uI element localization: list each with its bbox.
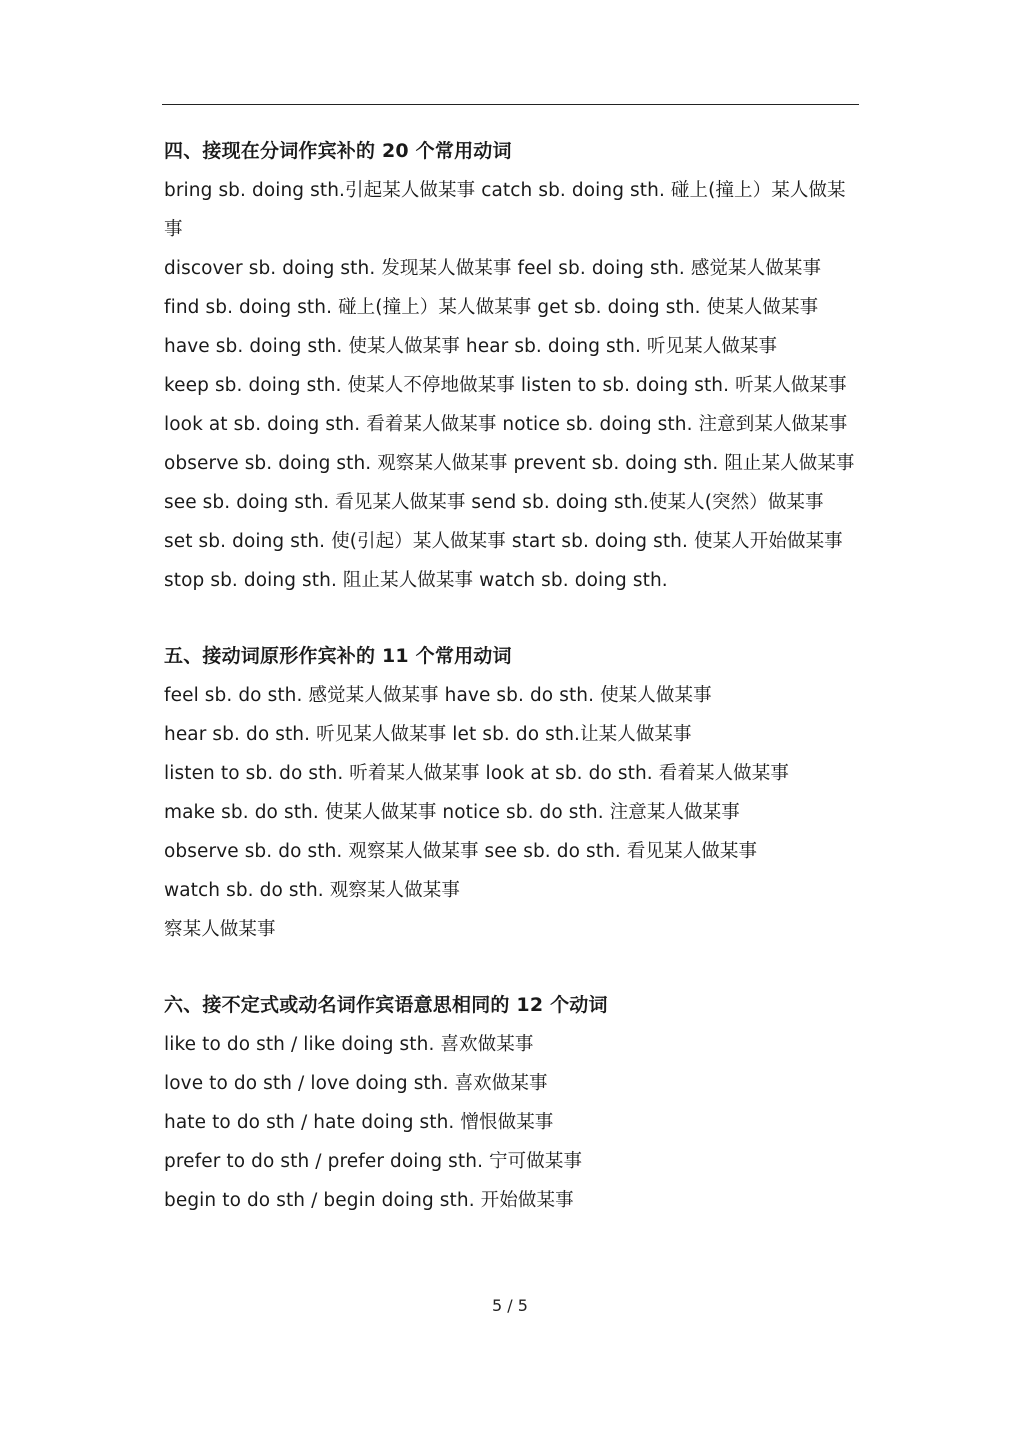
text-line: see sb. doing sth. 看见某人做某事 send sb. doing sth.使某人(突然）做某事 xyxy=(164,492,824,513)
text-line: make sb. do sth. 使某人做某事 notice sb. do sth. 注意某人做某事 xyxy=(164,802,740,823)
text-line: watch sb. do sth. 观察某人做某事 xyxy=(164,880,460,901)
text-line: hate to do sth / hate doing sth. 憎恨做某事 xyxy=(164,1112,554,1133)
text-line: love to do sth / love doing sth. 喜欢做某事 xyxy=(164,1073,548,1094)
page-number: 5 / 5 xyxy=(492,1296,528,1315)
section-infinitive-or-gerund xyxy=(164,986,864,1220)
text-line: find sb. doing sth. 碰上(撞上）某人做某事 get sb. doing sth. 使某人做某事 xyxy=(164,297,819,318)
text-line: observe sb. doing sth. 观察某人做某事 prevent sb. doing sth. 阻止某人做某事 xyxy=(164,453,855,474)
text-line: 察某人做某事 xyxy=(164,919,276,940)
header-divider xyxy=(162,104,859,105)
text-line: look at sb. doing sth. 看着某人做某事 notice sb. doing sth. 注意到某人做某事 xyxy=(164,414,848,435)
section-heading: 五、接动词原形作宾补的 11 个常用动词 xyxy=(164,645,512,667)
text-line: like to do sth / like doing sth. 喜欢做某事 xyxy=(164,1034,534,1055)
text-line: keep sb. doing sth. 使某人不停地做某事 listen to sb. doing sth. 听某人做某事 xyxy=(164,375,847,396)
section-heading: 四、接现在分词作宾补的 20 个常用动词 xyxy=(164,140,512,162)
text-line: begin to do sth / begin doing sth. 开始做某事 xyxy=(164,1190,574,1211)
text-line: set sb. doing sth. 使(引起）某人做某事 start sb. doing sth. 使某人开始做某事 xyxy=(164,531,843,552)
text-line: observe sb. do sth. 观察某人做某事 see sb. do sth. 看见某人做某事 xyxy=(164,841,758,862)
text-line: hear sb. do sth. 听见某人做某事 let sb. do sth.让某人做某事 xyxy=(164,724,692,745)
text-line: bring sb. doing sth.引起某人做某事 catch sb. doing sth. 碰上(撞上）某人做某事 xyxy=(164,180,846,240)
text-line: listen to sb. do sth. 听着某人做某事 look at sb. do sth. 看着某人做某事 xyxy=(164,763,789,784)
section-present-participle xyxy=(164,132,864,600)
text-line: discover sb. doing sth. 发现某人做某事 feel sb. doing sth. 感觉某人做某事 xyxy=(164,258,822,279)
text-line: stop sb. doing sth. 阻止某人做某事 watch sb. doing sth. xyxy=(164,570,668,591)
text-line: feel sb. do sth. 感觉某人做某事 have sb. do sth. 使某人做某事 xyxy=(164,685,712,706)
text-line: prefer to do sth / prefer doing sth. 宁可做某事 xyxy=(164,1151,583,1172)
text-line: have sb. doing sth. 使某人做某事 hear sb. doing sth. 听见某人做某事 xyxy=(164,336,778,357)
document-body xyxy=(164,132,864,1257)
section-heading: 六、接不定式或动名词作宾语意思相同的 12 个动词 xyxy=(164,994,608,1016)
section-bare-infinitive xyxy=(164,637,864,949)
